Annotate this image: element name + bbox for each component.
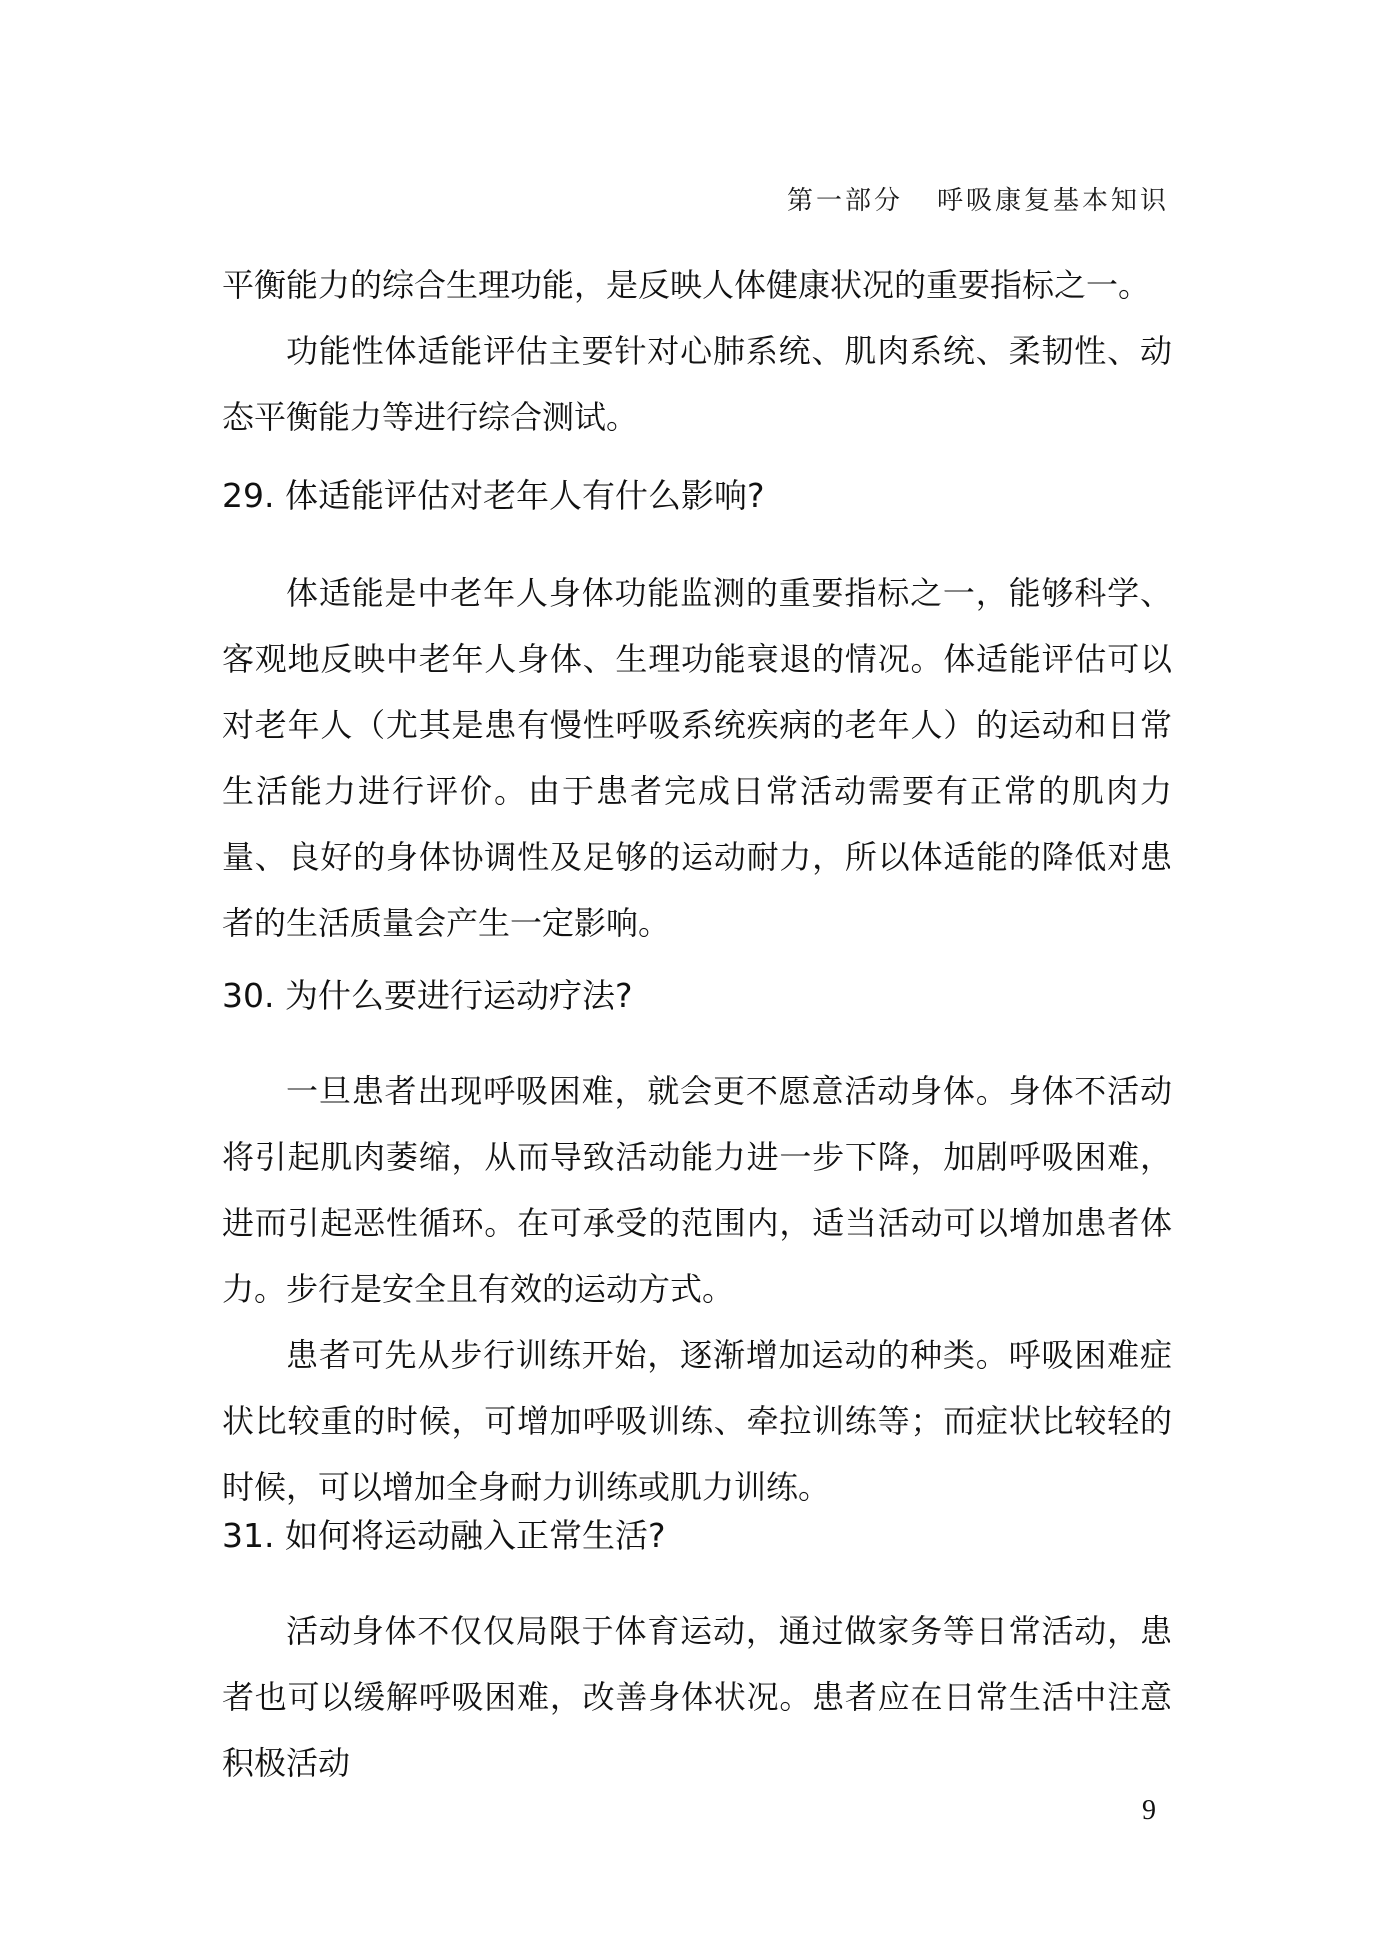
- section-31-text: [222, 1598, 1172, 1796]
- section-31-paragraph-1: 活动身体不仅仅局限于体育运动，通过做家务等日常活动，患者也可以缓解呼吸困难，改善身体状况。患者应在日常生活中注意积极活动: [222, 1612, 1172, 1782]
- section-heading-31: 31. 如何将运动融入正常生活?: [222, 1516, 666, 1555]
- intro-text-block: [222, 252, 1172, 450]
- intro-paragraph-2: 功能性体适能评估主要针对心肺系统、肌肉系统、柔韧性、动态平衡能力等进行综合测试。: [222, 332, 1172, 436]
- section-heading-30: 30. 为什么要进行运动疗法?: [222, 976, 633, 1015]
- running-header-title: 呼吸康复基本知识: [936, 186, 1169, 216]
- intro-paragraph-continued: 平衡能力的综合生理功能，是反映人体健康状况的重要指标之一。: [222, 266, 1151, 304]
- section-heading-29: 29. 体适能评估对老年人有什么影响?: [222, 476, 765, 515]
- section-29-paragraph-1: 体适能是中老年人身体功能监测的重要指标之一，能够科学、客观地反映中老年人身体、生理功能衰退的情况。体适能评估可以对老年人（尤其是患有慢性呼吸系统疾病的老年人）的运动和日常生活能力进行评价。由于患者完成日常活动需要有正常的肌肉力量、良好的身体协调性及足够的运动耐力，所以体适能的降低对患者的生活质量会产生一定影响。: [222, 574, 1172, 942]
- running-header: [787, 180, 1169, 217]
- section-30-paragraph-1: 一旦患者出现呼吸困难，就会更不愿意活动身体。身体不活动将引起肌肉萎缩，从而导致活动能力进一步下降，加剧呼吸困难，进而引起恶性循环。在可承受的范围内，适当活动可以增加患者体力。步行是安全且有效的运动方式。: [222, 1072, 1172, 1308]
- page-number: 9: [1142, 1795, 1156, 1826]
- section-30-paragraph-2: 患者可先从步行训练开始，逐渐增加运动的种类。呼吸困难症状比较重的时候，可增加呼吸训练、牵拉训练等；而症状比较轻的时候，可以增加全身耐力训练或肌力训练。: [222, 1336, 1172, 1506]
- section-30-text: [222, 1058, 1172, 1520]
- running-header-part: 第一部分: [786, 186, 903, 216]
- section-29-text: [222, 560, 1172, 956]
